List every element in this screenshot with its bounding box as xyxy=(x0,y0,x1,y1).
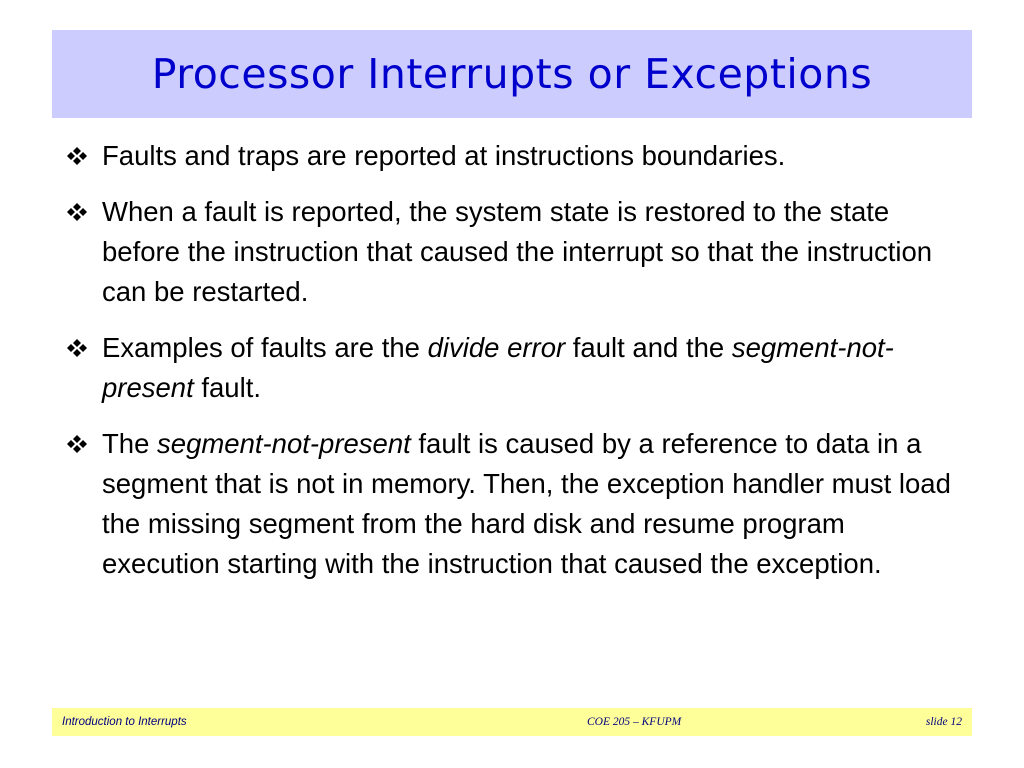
four-diamond-bullet-icon xyxy=(64,203,90,221)
slide-title: Processor Interrupts or Exceptions xyxy=(151,50,873,98)
bullet-text: fault and the xyxy=(565,332,732,363)
bullet-item xyxy=(62,424,962,584)
bullet-text: Faults and traps are reported at instructions boundaries. xyxy=(102,140,786,171)
title-banner xyxy=(52,30,972,118)
bullet-item xyxy=(62,328,962,408)
four-diamond-bullet-icon xyxy=(64,435,90,453)
footer-course-topic: Introduction to Interrupts xyxy=(62,716,187,728)
bullet-emphasis-text: segment-not-present xyxy=(157,428,411,459)
footer-course-code: COE 205 – KFUPM xyxy=(587,716,682,728)
bullet-text: The xyxy=(102,428,158,459)
footer-bar xyxy=(52,708,972,736)
bullet-emphasis-text: divide error xyxy=(427,332,566,363)
bullet-item xyxy=(62,136,962,176)
four-diamond-bullet-icon xyxy=(64,339,90,357)
bullet-emphasis-text: segment-not-present xyxy=(102,332,894,403)
bullet-item xyxy=(62,192,962,312)
bullet-text: Examples of faults are the xyxy=(102,332,428,363)
bullet-text: When a fault is reported, the system state is restored to the state before the instruction that caused the interrupt so that the instruction can be restarted. xyxy=(102,196,933,307)
bullet-text: fault. xyxy=(193,372,261,403)
bullet-text: fault is caused by a reference to data in a segment that is not in memory. Then, the exception handler must load the missing segment from the hard disk and resume program execution starting with the instruction that caused the exception. xyxy=(102,428,951,579)
bullet-list xyxy=(62,136,962,600)
footer-slide-number: slide 12 xyxy=(925,716,962,728)
four-diamond-bullet-icon xyxy=(64,147,90,165)
